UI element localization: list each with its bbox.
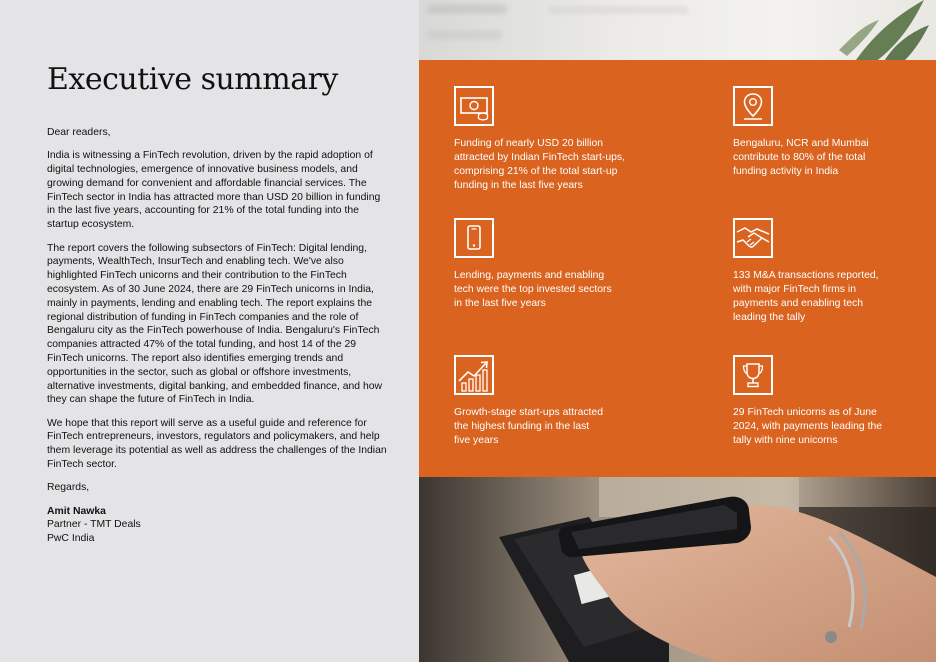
stat-top-sectors [454, 218, 619, 311]
key-stats-panel [419, 60, 936, 477]
stat-mna [733, 218, 893, 325]
signatory-name: Amit Nawka [47, 505, 106, 517]
header-photo [419, 0, 936, 60]
stat-growth-stage [454, 355, 604, 448]
handshake-icon [733, 218, 773, 258]
executive-summary-panel [0, 0, 419, 662]
stat-text: Lending, payments and enabling tech were the top invested sectors in the last five years [454, 270, 612, 309]
growth-chart-icon [454, 355, 494, 395]
stat-regional-funding [733, 86, 893, 179]
payment-terminal-photo [419, 477, 936, 662]
page-title: Executive summary [47, 62, 338, 97]
signatory-role: Partner - TMT Deals [47, 519, 141, 531]
contactless-payment-image [419, 477, 936, 662]
stat-funding [454, 86, 644, 193]
stat-text: Funding of nearly USD 20 billion attracted by Indian FinTech start-ups, comprising 21% of the total start-up funding in the last five years [454, 138, 625, 191]
mobile-phone-icon [454, 218, 494, 258]
stat-text: 133 M&A transactions reported, with major FinTech firms in payments and enabling tech leading the tally [733, 270, 879, 323]
location-pin-icon [733, 86, 773, 126]
letter-greeting: Dear readers, [47, 127, 111, 138]
plant-leaf-image [839, 0, 929, 60]
signatory-org: PwC India [47, 533, 95, 545]
stat-text: Growth-stage start-ups attracted the highest funding in the last five years [454, 407, 603, 446]
letter-body [47, 126, 387, 546]
stat-text: 29 FinTech unicorns as of June 2024, with payments leading the tally with nine unicorns [733, 407, 883, 446]
letter-paragraph: We hope that this report will serve as a useful guide and reference for FinTech entrepreneurs, investors, regulators and policymakers, and help them leverage its potential as well as address the challenges of the Indian FinTech sector. [47, 417, 387, 471]
stat-text: Bengaluru, NCR and Mumbai contribute to 80% of the total funding activity in India [733, 138, 869, 177]
letter-paragraph: India is witnessing a FinTech revolution, driven by the rapid adoption of digital technologies, emergence of innovative business models, and growing demand for convenient and affordable financial services. The FinTech sector in India has attracted more than USD 20 billion in funding in the last five years, accounting for 21% of the total funding into the startup ecosystem. [47, 150, 381, 231]
money-icon [454, 86, 494, 126]
letter-closing: Regards, [47, 482, 90, 494]
stat-unicorns [733, 355, 893, 448]
trophy-icon [733, 355, 773, 395]
signature-block [47, 505, 387, 546]
letter-paragraph: The report covers the following subsectors of FinTech: Digital lending, payments, WealthTech, InsurTech and enabling tech. We've also highlighted FinTech unicorns and their contribution to the FinTech ecosystem. As of 30 June 2024, there are 29 FinTech unicorns in India, mainly in payments, lending and enabling tech. The report explains the regional distribution of funding in FinTech companies and the role of Bengaluru city as the FinTech powerhouse of India. Bengaluru's FinTech companies attracted 47% of the total funding, and host 14 of the 29 FinTech unicorns. The report also identifies emerging trends and opportunities in the sector, such as global or offshore investments, alternative investments, digital banking, and embedded finance, and how they can shape the future of FinTech in India. [47, 242, 383, 406]
